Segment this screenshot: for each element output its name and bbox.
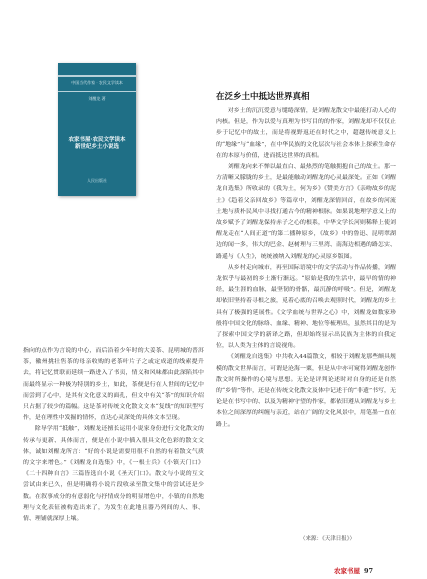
paragraph: 指向的点作为言说的中心，而后沿着少年时的大姜茶、昆明城的普洱茶，徽州挑壮售茶的母亲收购的老茶叶片子之或定成道的线索提升去，将记忆贯联而延续一路进入了书页，情义和风味都由此深陷其中而最终显示一种极为特别的乡土，如此，茶便是行在人世间的记忆中而尝到了心中，是其有文化意义的面孔，但文中有关“茶”的知识介绍只占据了较少的篇幅。这是茶对传统文化散文文本“复线”的知识型写作，是在理性中发掘的情怀，直达心灵深处的具体文本呈现。 (23, 348, 204, 422)
left-column (23, 346, 204, 525)
paragraph: 从乡村走向城市，再至国际语境中的文学活动与作品传播，刘醒龙似乎与最初的乡土渐行渐远。“原始是我的生活中，最早的情的神经，最生涯的血脉，最坚韧的骨骼，最沉静的呼吸”。但是，刘醒龙却依旧坚持着寻根之旅，觅着心底的召唤去观照时代，刘醒龙的乡土具有了极强的延展性。《文学血统与世界之心》中，刘醒龙如数家珍般将中国文化的脉络、血缘、精神、地位等梳理出，虽然其目的是为了探索中国文学的新译之路，但却始终显示出民族为主体的自我定位，以人类为主体的言说视角。 (216, 264, 396, 350)
paragraph: 对乡土的沉沉爱意与缱绻深情，是刘醒龙散文中最能打动人心的内核。但是，作为以爱与真理为书写目的的作家，刘醒龙却不仅仅止步于记忆中的故土，而是将视野返还在时代之中，超越传统意义上的“地缘”与“血缘”，在中华民族的文化层次与社会本体上探索生命存在的本原与价值，进而抵达世界的真相。 (216, 108, 396, 159)
source-note: （来源：《天津日报》） (300, 536, 356, 542)
article-heading: 在泛乡土中抵达世界真相 (216, 92, 310, 102)
cover-band (58, 75, 136, 77)
right-column (216, 106, 396, 431)
paragraph: 刘醒龙向来不惮以最直白、最热烈的笔触拥抱自己的故土。那一方清晰又朦胧的乡土，是最能触动刘醒龙的心灵最深处。正如《刘醒龙自选集》所收录的《我为土，何为乡》《赞美方言》《亲吻故乡的泥土》《趋着父亲回故乡》等篇章中，刘醒龙深情回首，在故乡的河流土地与质朴民风中寻找打通古今的精神根脉。如果说地理学意义上的故乡赋予了刘醒龙保持赤子之心的根系，中华文学长河则稀释上使刘醒龙走在“人间正道”的第二播种原乡，《故乡》中的鲁迅、昆明翠湖边的闻一多，伟大的巴金、赵树理与三里湾、南海边相遇的路怎实、路遥与《人生》，统统被纳入刘醒龙的心灵原乡版图。 (216, 164, 396, 260)
page-number: 97 (364, 567, 374, 575)
cover-publisher: 人民出版社 (87, 178, 107, 183)
paragraph: 《刘醒龙自选集》中共收入44篇散文，相较于刘醒龙那些颇具规模的散文世界而言，可谓是沧海一粟，但是从中亦可窥得刘醒龙创作散文时所操作的心境与思想。无论是评判论述时对自身的还是自然的“乡情”等作，还是在传统文化散文及体中记述于的“非遗”书写，无论是在书写中的、以及为精神守望的作家，都依旧遵从刘醒龙与乡土本位之间深厚的纠缠与亲近，站在广阔的文化风景中，用笔墨一直在路上。 (216, 354, 396, 428)
cover-band-thin (58, 91, 136, 92)
cover-sub-text: 刘醒龙 著 (88, 96, 106, 101)
magazine-name: 农家书屋 (334, 567, 360, 575)
book-cover-image (58, 63, 136, 196)
cover-title: 农家书屋·农民文学读本 新世纪乡土小说选 (68, 137, 126, 150)
cover-top-text: 中国当代作家 · 农民文学读本 (71, 80, 123, 85)
page-footer (334, 566, 373, 575)
paragraph: 除导学用“抵触”，刘醒龙还擅长运用小说家身份进行文化散文的传承与更新、具体而言，便是在小说中插入很具文化色彩的散文文体，诚如刘醒龙所言：“好的小说是需要用很不自然的有着散文气质的文字来增色。”《刘醒龙自选集》中，《一根士兵》《小镇天门口》《二十四种自言》三篇皆选自小说《圣天门口》。散文与小说的互文尝试由来已久，但是明确将小说片段收录至散文集中的尝试还是少数。在叙事成分的有意弱化与抒情成分的明显增色中，小镇的自然地理与文化表征被构造出来了，为发生在此地且器乃列间的人、事、情、理铺就深厚上壤。 (23, 426, 204, 523)
